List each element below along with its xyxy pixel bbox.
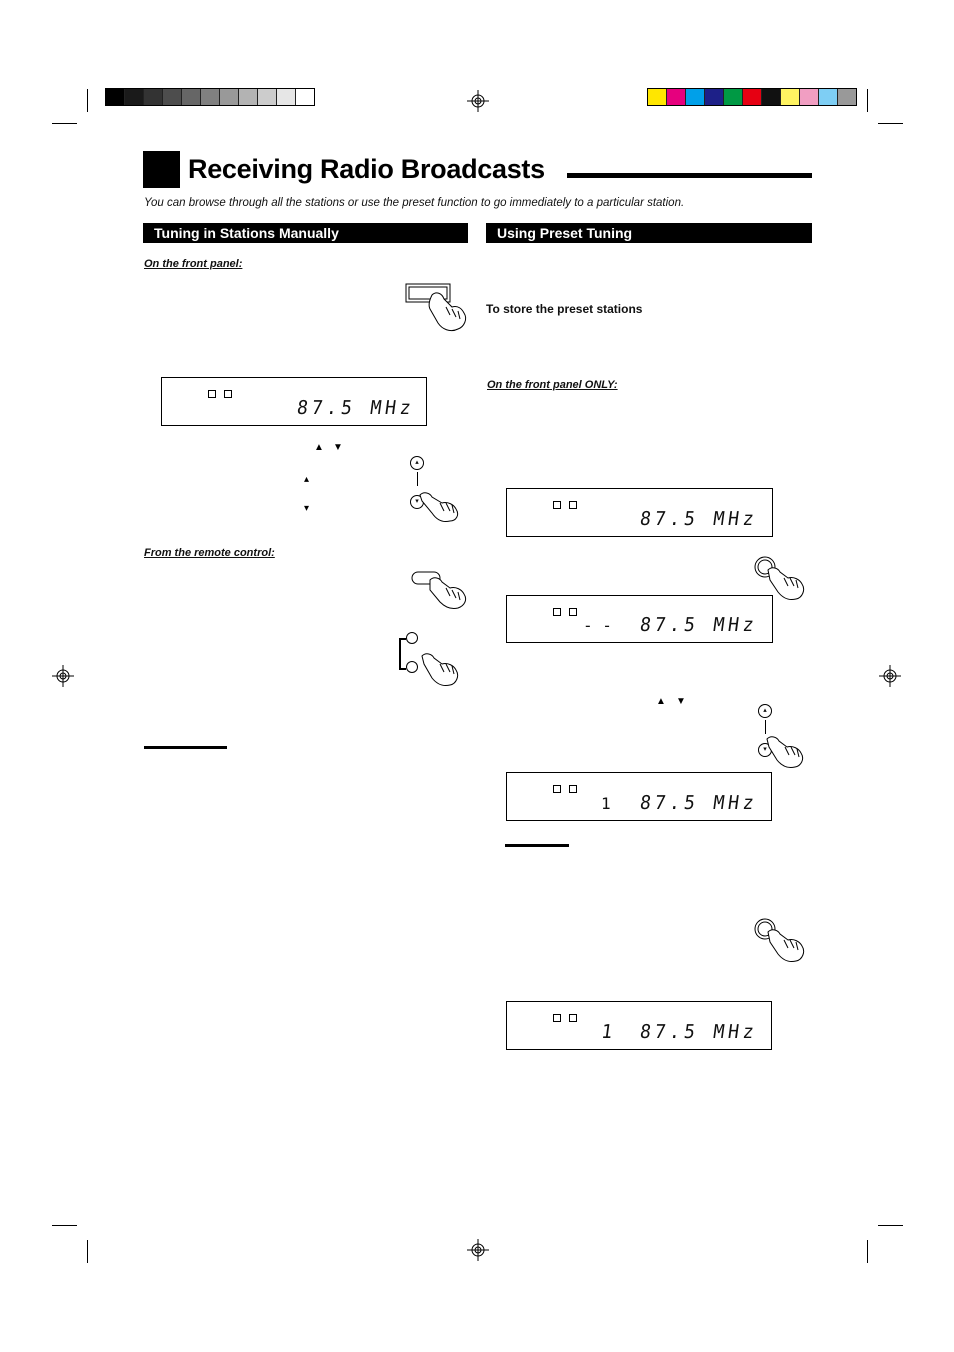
calibration-swatch bbox=[724, 89, 743, 105]
calibration-swatch bbox=[800, 89, 819, 105]
crop-mark bbox=[878, 1225, 903, 1226]
calibration-swatch bbox=[239, 89, 258, 105]
remote-control-label: From the remote control: bbox=[144, 547, 275, 559]
crop-mark bbox=[87, 1240, 88, 1263]
up-arrow-icon: ▲ bbox=[656, 696, 666, 707]
calibration-swatch bbox=[838, 89, 856, 105]
down-arrow-icon: ▾ bbox=[304, 503, 310, 514]
intro-text: You can browse through all the stations or use the preset function to go immediately to a particular station. bbox=[144, 197, 685, 209]
calibration-swatch bbox=[686, 89, 705, 105]
fm-display-step-2 bbox=[506, 595, 773, 643]
remote-button-hand-icon bbox=[410, 570, 470, 610]
crop-mark bbox=[867, 1240, 868, 1263]
tuning-up-button[interactable]: ▴ bbox=[410, 456, 424, 470]
calibration-swatch bbox=[819, 89, 838, 105]
display-indicator bbox=[553, 608, 561, 616]
calibration-swatch bbox=[277, 89, 296, 105]
display-indicator bbox=[553, 501, 561, 509]
fm-display bbox=[161, 377, 427, 426]
display-indicator bbox=[208, 390, 216, 398]
calibration-swatch bbox=[182, 89, 201, 105]
remote-up-button[interactable] bbox=[406, 632, 418, 644]
frequency-readout: 87.5 MHz bbox=[638, 1021, 759, 1043]
calibration-swatch bbox=[258, 89, 277, 105]
display-indicator bbox=[553, 1014, 561, 1022]
calibration-swatch bbox=[220, 89, 239, 105]
color-calibration-bar bbox=[647, 88, 857, 106]
note-rule bbox=[144, 746, 227, 749]
display-indicator bbox=[224, 390, 232, 398]
down-arrow-icon: ▼ bbox=[676, 696, 686, 707]
frequency-readout: 87.5 MHz bbox=[638, 792, 759, 814]
crop-mark bbox=[52, 1225, 77, 1226]
section-heading-preset-tuning: Using Preset Tuning bbox=[486, 223, 812, 243]
note-rule bbox=[505, 844, 569, 847]
display-indicator bbox=[553, 785, 561, 793]
frequency-readout: 87.5 MHz bbox=[295, 397, 416, 419]
display-indicator bbox=[569, 608, 577, 616]
page-title: Receiving Radio Broadcasts bbox=[188, 154, 545, 184]
calibration-swatch bbox=[667, 89, 686, 105]
hand-pointer-icon bbox=[418, 483, 470, 523]
title-rule bbox=[567, 173, 812, 178]
fm-display-step-4 bbox=[506, 1001, 772, 1050]
calibration-swatch bbox=[762, 89, 781, 105]
section-marker bbox=[143, 151, 180, 188]
hand-pointer-icon bbox=[765, 731, 815, 769]
calibration-swatch bbox=[781, 89, 800, 105]
calibration-swatch bbox=[296, 89, 314, 105]
up-arrow-icon: ▲ bbox=[314, 442, 324, 453]
hand-pointer-icon bbox=[420, 650, 470, 688]
registration-mark-icon bbox=[467, 90, 489, 112]
calibration-swatch bbox=[106, 89, 125, 105]
memory-button-hand-icon bbox=[752, 916, 810, 964]
down-arrow-icon: ▼ bbox=[333, 442, 343, 453]
section-heading-manual-tuning: Tuning in Stations Manually bbox=[143, 223, 468, 243]
calibration-swatch bbox=[648, 89, 667, 105]
press-button-hand-icon bbox=[404, 281, 470, 333]
crop-mark bbox=[867, 89, 868, 112]
crop-mark bbox=[52, 123, 77, 124]
calibration-swatch bbox=[743, 89, 762, 105]
remote-down-button[interactable] bbox=[406, 661, 418, 673]
calibration-swatch bbox=[125, 89, 144, 105]
store-preset-label: To store the preset stations bbox=[486, 302, 643, 316]
calibration-swatch bbox=[144, 89, 163, 105]
flashing-preset-indicator: - - bbox=[583, 616, 612, 635]
preset-down-button[interactable]: ▾ bbox=[758, 743, 772, 757]
crop-mark bbox=[87, 89, 88, 112]
bracket bbox=[399, 638, 406, 670]
up-arrow-icon: ▴ bbox=[304, 474, 310, 485]
calibration-swatch bbox=[163, 89, 182, 105]
frequency-readout: 87.5 MHz bbox=[638, 614, 759, 636]
calibration-swatch bbox=[201, 89, 220, 105]
display-indicator bbox=[569, 1014, 577, 1022]
frequency-readout: 87.5 MHz bbox=[638, 508, 759, 530]
tuning-down-button[interactable]: ▾ bbox=[410, 495, 424, 509]
preset-number: 1 bbox=[599, 1021, 618, 1043]
crop-mark bbox=[878, 123, 903, 124]
registration-mark-icon bbox=[467, 1239, 489, 1261]
preset-up-button[interactable]: ▴ bbox=[758, 704, 772, 718]
display-indicator bbox=[569, 785, 577, 793]
calibration-swatch bbox=[705, 89, 724, 105]
registration-mark-icon bbox=[52, 665, 74, 687]
display-indicator bbox=[569, 501, 577, 509]
fm-display-step-3 bbox=[506, 772, 772, 821]
front-panel-label: On the front panel: bbox=[144, 258, 243, 270]
fm-display-step-1 bbox=[506, 488, 773, 537]
front-panel-only-label: On the front panel ONLY: bbox=[487, 379, 618, 391]
flashing-preset-number: 1 bbox=[601, 794, 611, 813]
grayscale-calibration-bar bbox=[105, 88, 315, 106]
registration-mark-icon bbox=[879, 665, 901, 687]
